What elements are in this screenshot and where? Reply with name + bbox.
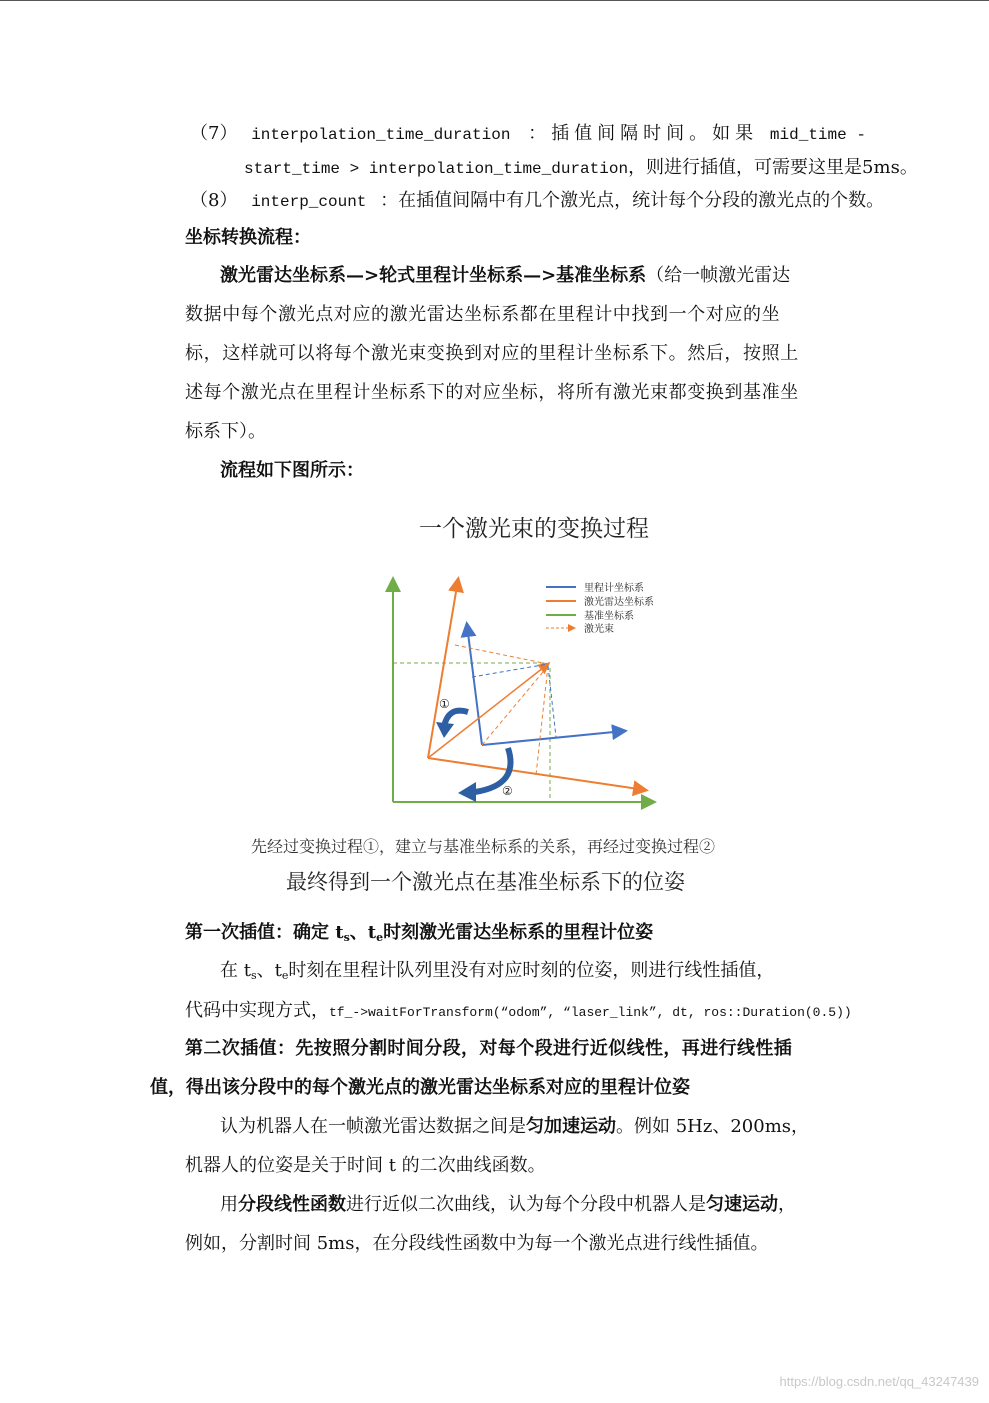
item-7-number: （7）	[190, 123, 238, 144]
legend-beam-label: 激光束	[584, 624, 614, 635]
laser-proj-y	[455, 645, 548, 664]
section-heading-coordinate-flow: 坐标转换流程：	[185, 227, 311, 248]
watermark: https://blog.csdn.net/qq_43247439	[779, 1374, 979, 1389]
first-interp-line-1	[220, 958, 774, 989]
first-interp-line-2	[185, 998, 852, 1026]
second-interp-line-3	[220, 1192, 796, 1218]
para-3c-a: 用	[220, 1194, 238, 1215]
para-3c-b: 进行近似二次曲线，认为每个分段中机器人是	[346, 1194, 706, 1215]
mark-2: ②	[502, 784, 513, 798]
para-2-a: 在 t	[220, 960, 251, 981]
flow-label: 流程如下图所示：	[220, 460, 364, 481]
item-8-param-name: interp_count	[251, 193, 367, 211]
odom-proj-y	[472, 664, 548, 677]
heading-2-part-c: 时刻激光雷达坐标系的里程计位姿	[383, 922, 654, 943]
paragraph-line-3: 标，这样就可以将每个激光束变换到对应的里程计坐标系下。然后，按照上	[185, 343, 799, 364]
para-3c-c: ，	[778, 1194, 796, 1215]
laser-proj-x	[536, 666, 548, 775]
second-interp-line-2: 机器人的位姿是关于时间 t 的二次曲线函数。	[185, 1155, 546, 1176]
item-7-description: ：插值间隔时间。如果	[528, 123, 759, 144]
section-heading-second-interpolation-2: 值，得出该分段中的每个激光点的激光雷达坐标系对应的里程计位姿	[150, 1077, 690, 1098]
subscript-s: s	[343, 931, 350, 944]
odom-frame-x-axis	[482, 731, 624, 745]
legend-laser-label: 激光雷达坐标系	[584, 597, 654, 608]
para-2-c: 时刻在里程计队列里没有对应时刻的位姿，则进行线性插值，	[288, 960, 775, 981]
paragraph-line-5: 标系下）。	[185, 421, 266, 442]
legend-base-label: 基准坐标系	[584, 611, 634, 622]
rotation-1-head	[436, 722, 454, 738]
para-3c-bold-2: 匀速运动	[706, 1194, 778, 1215]
mark-1: ①	[439, 697, 450, 711]
section-heading-first-interpolation	[185, 920, 653, 951]
para-3-b: 。例如 5Hz、200ms，	[616, 1116, 810, 1137]
subscript-e: e	[376, 931, 384, 944]
legend-odom-label: 里程计坐标系	[584, 583, 644, 594]
odom-proj-x	[548, 666, 556, 737]
item-7-expression: mid_time -	[769, 126, 866, 144]
heading-2-part-a: 第一次插值：确定 t	[185, 922, 344, 943]
heading-2-part-b: 、t	[349, 922, 377, 943]
item-8-description: ：在插值间隔中有几个激光点，统计每个分段的激光点的个数。	[380, 190, 885, 211]
para-2-b: 、t	[256, 960, 282, 981]
second-interp-line-4: 例如，分割时间 5ms，在分段线性函数中为每一个激光点进行线性插值。	[185, 1233, 769, 1254]
odom-to-point	[482, 666, 548, 745]
code-snippet: tf_->waitForTransform(“odom”, “laser_link”, dt, ros::Duration(0.5))	[329, 1005, 852, 1020]
legend	[546, 581, 654, 635]
odom-frame-y-axis	[467, 625, 482, 745]
figure-caption-1: 先经过变换过程①，建立与基准坐标系的关系，再经过变换过程②	[251, 837, 716, 856]
para-3-a: 认为机器人在一帧激光雷达数据之间是	[220, 1116, 526, 1137]
item-7-param-name: interpolation_time_duration	[251, 126, 511, 144]
para-3-bold: 匀加速运动	[526, 1116, 616, 1137]
item-7-condition: start_time > interpolation_time_duration	[244, 160, 629, 178]
paragraph-line-1-rest: （给一帧激光雷达	[646, 265, 791, 286]
para-2-code-intro: 代码中实现方式，	[185, 1000, 329, 1021]
rotation-2-head	[458, 782, 476, 802]
paragraph-line-2: 数据中每个激光点对应的激光雷达坐标系都在里程计中找到一个对应的坐	[185, 304, 781, 325]
item-8-number: （8）	[190, 190, 238, 211]
subscript-e-2: e	[281, 969, 289, 982]
item-7-condition-text: ，则进行插值，可需要这里是5ms。	[628, 157, 918, 178]
paragraph-line-4: 述每个激光点在里程计坐标系下的对应坐标，将所有激光束都变换到基准坐	[185, 382, 799, 403]
coordinate-chain: 激光雷达坐标系—>轮式里程计坐标系—>基准坐标系	[220, 265, 647, 286]
figure-title: 一个激光束的变换过程	[419, 516, 649, 542]
second-interp-line-1	[220, 1114, 809, 1140]
figure-caption-2: 最终得到一个激光点在基准坐标系下的位姿	[286, 870, 685, 894]
para-3c-bold-1: 分段线性函数	[238, 1194, 346, 1215]
section-heading-second-interpolation-1: 第二次插值：先按照分割时间分段，对每个段进行近似线性，再进行线性插	[185, 1038, 793, 1059]
subscript-s-2: s	[250, 969, 257, 982]
